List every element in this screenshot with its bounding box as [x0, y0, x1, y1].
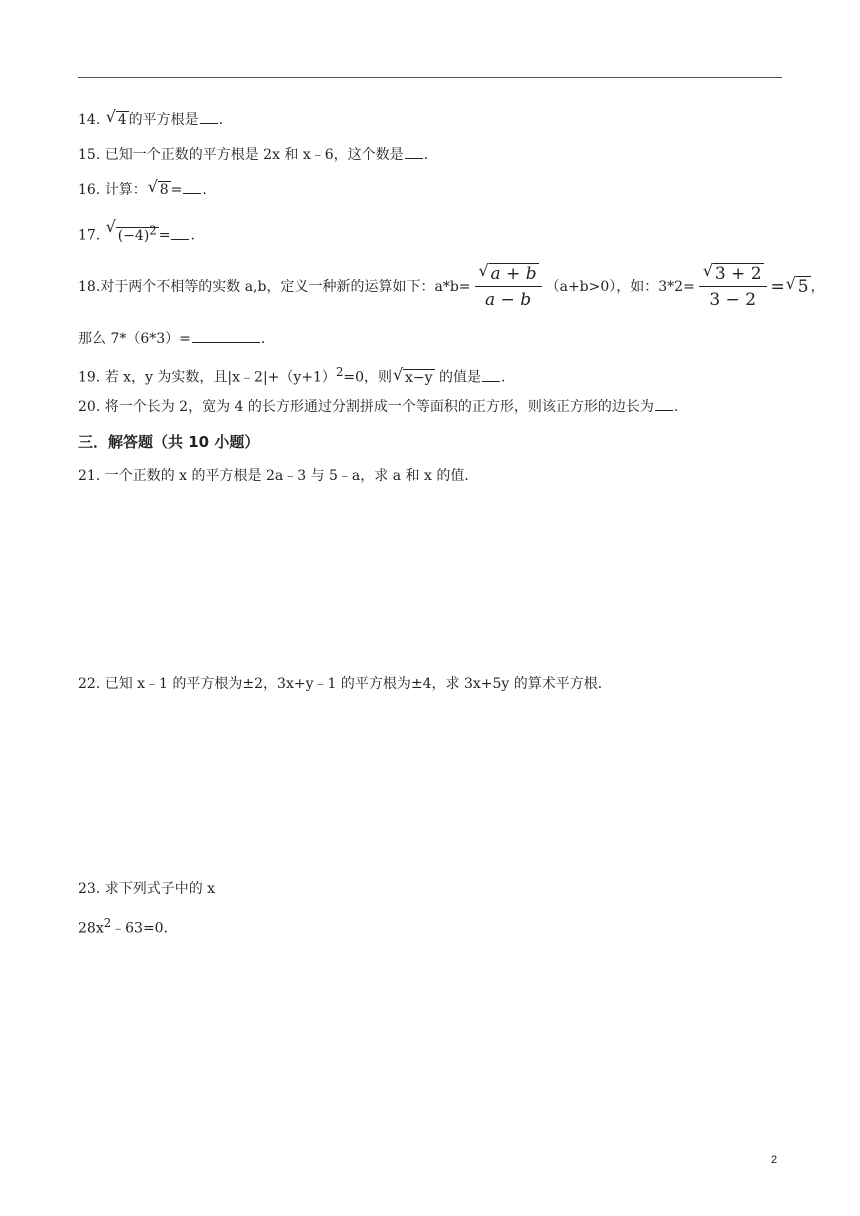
- q15-text: 已知一个正数的平方根是 2x 和 x﹣6，这个数是: [104, 147, 404, 163]
- answer-blank[interactable]: [183, 181, 201, 194]
- question-17: 17. √ $(-4)^2$ = .: [78, 217, 195, 244]
- sqrt-expression: √ 4: [105, 107, 127, 128]
- answer-blank[interactable]: [655, 398, 673, 411]
- q16-text: 计算：: [104, 182, 147, 198]
- q17-number: 17.: [78, 227, 101, 244]
- question-20: 20. 将一个长为 2，宽为 4 的长方形通过分割拼成一个等面积的正方形，则该正方形的边长为 .: [78, 399, 679, 415]
- sqrt-expression: √ x−y: [393, 364, 433, 386]
- answer-blank[interactable]: [200, 111, 218, 124]
- q16-number: 16.: [78, 182, 101, 198]
- operation-fraction: √ a + b a − b: [475, 264, 542, 310]
- q14-number: 14.: [78, 112, 101, 128]
- question-21: 21. 一个正数的 x 的平方根是 2a﹣3 与 5﹣a，求 a 和 x 的值．: [78, 468, 479, 484]
- sqrt-expression: √ 8: [147, 177, 169, 198]
- answer-blank[interactable]: [192, 330, 260, 343]
- question-22: 22. 已知 x﹣1 的平方根为±2，3x+y﹣1 的平方根为±4，求 3x+5y 的算术平方根．: [78, 676, 612, 692]
- q14-text: 的平方根是: [128, 112, 199, 128]
- q18-condition: （a+b>0），如：3*2=: [545, 279, 695, 295]
- header-rule: [78, 77, 782, 78]
- answer-blank[interactable]: [171, 227, 189, 240]
- question-19: 19. 若 x，y 为实数，且$|x﹣2|+(y+1)^2=0$，则 √ x−y 的值是 .: [78, 364, 506, 386]
- question-15: 15. 已知一个正数的平方根是 2x 和 x﹣6，这个数是 .: [78, 147, 429, 163]
- sqrt-expression: √ $(-4)^2$: [105, 217, 157, 244]
- answer-blank[interactable]: [482, 369, 500, 382]
- section-heading: 三．解答题（共 10 小题）: [78, 433, 260, 451]
- q15-number: 15.: [78, 147, 101, 163]
- sqrt-expression: √ 5: [785, 274, 809, 297]
- q18-text: 18.对于两个不相等的实数 a,b，定义一种新的运算如下：a*b=: [78, 279, 471, 295]
- question-18: 18.对于两个不相等的实数 a,b，定义一种新的运算如下：a*b= √ a + b a − b （a+b>0），如：3*2= √ 3 + 2 3 − 2 = √ 5 ，: [78, 261, 825, 310]
- page-number: 2: [771, 1154, 778, 1166]
- q20-number: 20.: [78, 399, 101, 415]
- question-18-line2: 那么 7*（6*3）= .: [78, 331, 266, 347]
- answer-blank[interactable]: [405, 146, 423, 159]
- question-23: 23. 求下列式子中的 x: [78, 881, 216, 897]
- example-fraction: √ 3 + 2 3 − 2: [699, 264, 767, 310]
- question-14: 14. √ 4 的平方根是 .: [78, 107, 224, 128]
- question-16: 16. 计算： √ 8 = .: [78, 177, 207, 198]
- question-23-equation: $28x^2﹣63=0$．: [78, 916, 178, 937]
- q19-number: 19.: [78, 369, 101, 386]
